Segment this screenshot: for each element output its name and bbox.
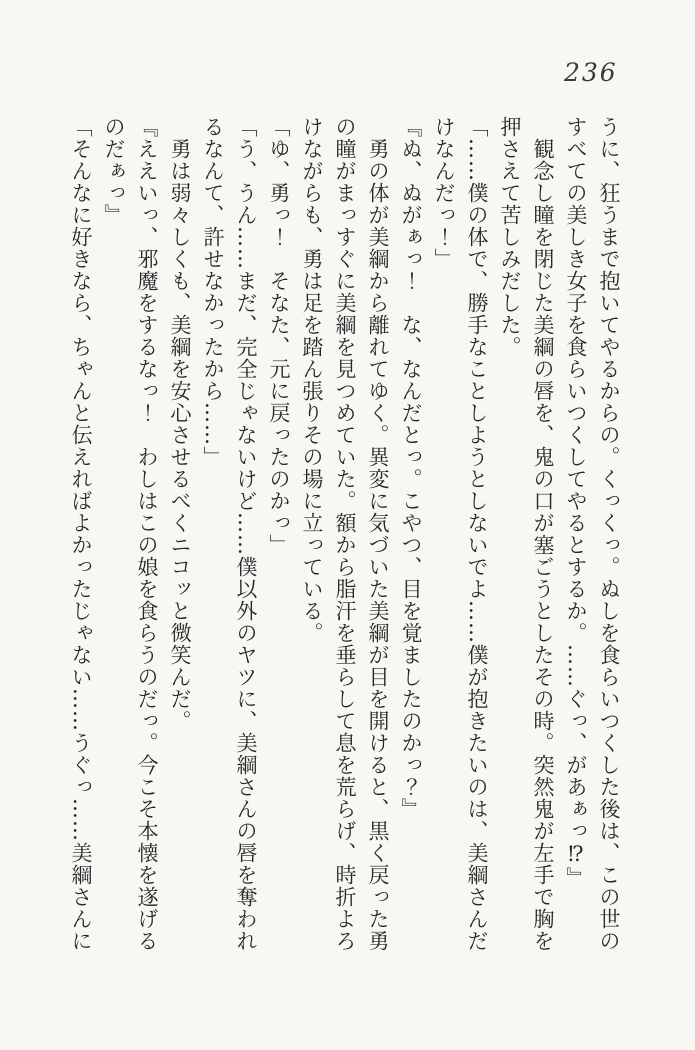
text-line: 観念し瞳を閉じた美綱の唇を、鬼の口が塞ごうとしたその時。突然鬼が左手で胸を bbox=[531, 116, 555, 952]
text-line: 勇は弱々しくも、美綱を安心させるべくニコッと微笑んだ。 bbox=[168, 116, 192, 732]
page-number: 236 bbox=[564, 58, 618, 87]
text-line: けながらも、勇は足を踏ん張りその場に立っている。 bbox=[300, 116, 324, 644]
text-line: うに、狂うまで抱いてやるからの。くっくっ。ぬしを食らいつくした後は、この世の bbox=[597, 116, 621, 952]
text-line: 『ええいっ、邪魔をするなっ！ わしはこの娘を食らうのだっ。今こそ本懐を遂げる bbox=[135, 116, 159, 952]
text-line: の瞳がまっすぐに美綱を見つめていた。額から脂汗を垂らして息を荒らげ、時折よろ bbox=[333, 116, 357, 952]
text-line: 「そんなに好きなら、ちゃんと伝えればよかったじゃない……うぐっ……美綱さんに bbox=[69, 116, 93, 952]
page-text-block bbox=[64, 116, 625, 958]
text-line: 勇の体が美綱から離れてゆく。異変に気づいた美綱が目を開けると、黒く戻った勇 bbox=[366, 116, 390, 952]
text-line: 「う、うん……まだ、完全じゃないけど……僕以外のヤツに、美綱さんの唇を奪われ bbox=[234, 116, 258, 952]
text-line: のだぁっ』 bbox=[102, 116, 126, 226]
text-line: すべての美しき女子を食らいつくしてやるとするか。……ぐっ、があぁっ⁉』 bbox=[564, 116, 588, 889]
text-line: 押さえて苦しみだした。 bbox=[498, 116, 522, 358]
text-line: るなんて、許せなかったから……」 bbox=[201, 116, 225, 468]
text-line: 「ゆ、勇っ！ そなた、元に戻ったのかっ」 bbox=[267, 116, 291, 556]
text-line: 「……僕の体で、勝手なことしようとしないでよ……僕が抱きたいのは、美綱さんだ bbox=[465, 116, 489, 952]
text-line: 『ぬ、ぬがぁっ！ な、なんだとっ。こやつ、目を覚ましたのかっ？』 bbox=[399, 116, 423, 820]
text-line: けなんだっ！」 bbox=[432, 116, 456, 270]
